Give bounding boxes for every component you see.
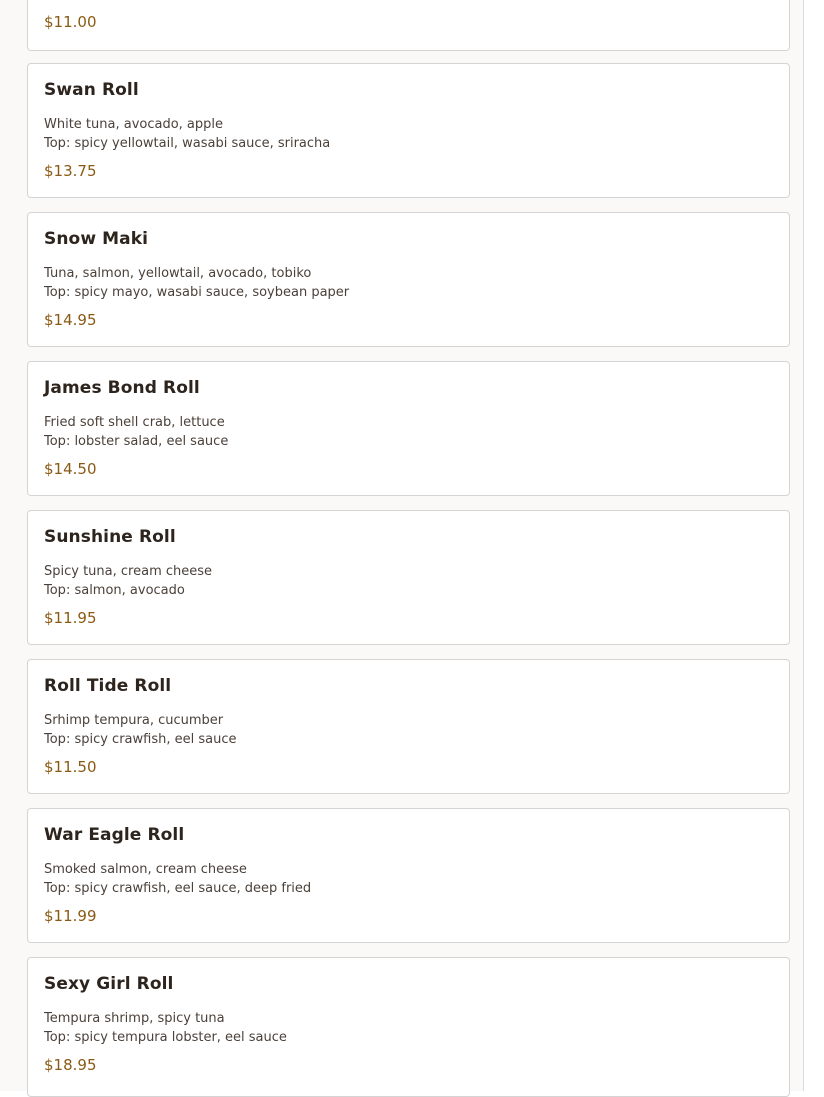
menu-item-price: $14.50 [44,460,97,478]
menu-item-price: $14.95 [44,311,97,329]
menu-item-price: $11.95 [44,609,97,627]
menu-item-topping: Top: spicy yellowtail, wasabi sauce, sriracha [44,136,331,151]
menu-item-price: $11.50 [44,758,97,776]
menu-item-description [44,264,349,302]
menu-item-name: Snow Maki [44,229,149,249]
menu-item-topping: Top: spicy tempura lobster, eel sauce [44,1030,287,1045]
menu-item-price: $18.95 [44,1056,97,1074]
menu-item-ingredients: Smoked salmon, cream cheese [44,862,247,877]
menu-item-topping: Top: spicy crawfish, eel sauce [44,732,237,747]
menu-item-card[interactable] [27,510,790,645]
menu-item-card[interactable] [27,957,790,1097]
menu-item-name: Sunshine Roll [44,527,176,547]
menu-item-name: Sexy Girl Roll [44,974,174,994]
menu-item-topping: Top: salmon, avocado [44,583,185,598]
menu-item-ingredients: Tuna, salmon, yellowtail, avocado, tobiko [44,266,312,281]
menu-item-description [44,860,311,898]
menu-item-ingredients: White tuna, avocado, apple [44,117,224,132]
menu-item-name: War Eagle Roll [44,825,185,845]
menu-item-description [44,1009,287,1047]
menu-item-card[interactable] [27,808,790,943]
menu-item-description [44,711,236,749]
menu-item-name: Swan Roll [44,80,139,100]
menu-item-ingredients: Tempura shrimp, spicy tuna [44,1011,225,1026]
menu-item-name: James Bond Roll [44,378,200,398]
menu-item-name: Roll Tide Roll [44,676,172,696]
menu-item-description [44,115,330,153]
menu-item-card[interactable] [27,659,790,794]
menu-item-card[interactable] [27,212,790,347]
menu-item-description [44,413,228,451]
menu-item-card[interactable] [27,0,790,51]
menu-item-price: $11.00 [44,13,97,31]
menu-item-description [44,562,212,600]
menu-item-card[interactable] [27,361,790,496]
menu-item-topping: Top: spicy crawfish, eel sauce, deep fried [44,881,312,896]
menu-item-card[interactable] [27,63,790,198]
menu-item-price: $13.75 [44,162,97,180]
menu-item-price: $11.99 [44,907,97,925]
menu-item-ingredients: Spicy tuna, cream cheese [44,564,213,579]
menu-item-topping: Top: spicy mayo, wasabi sauce, soybean paper [44,285,350,300]
menu-item-topping: Top: lobster salad, eel sauce [44,434,229,449]
menu-item-ingredients: Srhimp tempura, cucumber [44,713,224,728]
menu-item-ingredients: Fried soft shell crab, lettuce [44,415,225,430]
